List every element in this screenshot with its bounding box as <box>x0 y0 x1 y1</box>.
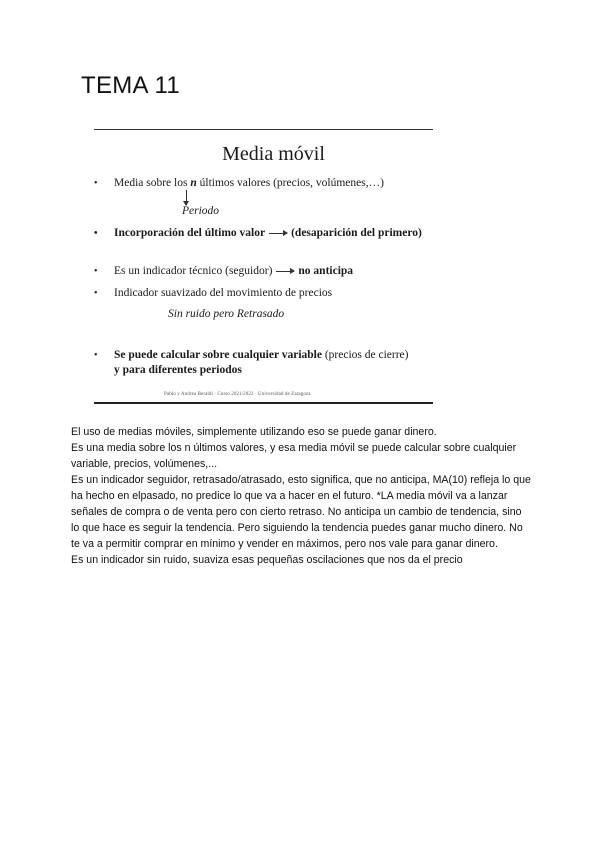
slide-bullet-calcular <box>94 349 408 361</box>
slide-top-rule <box>94 129 433 130</box>
bullet-dot: • <box>94 350 98 361</box>
bullet5-bold: Se puede calcular sobre cualquier variable <box>114 349 322 361</box>
bullet-dot: • <box>94 266 98 277</box>
slide-bullet-incorporacion <box>94 227 422 239</box>
page-title: TEMA 11 <box>81 72 181 99</box>
bullet1-prefix: Media sobre los <box>114 177 191 189</box>
slide-bullet-indicador-tecnico <box>94 265 353 277</box>
bullet3-right: no anticipa <box>298 265 354 277</box>
right-arrow-icon <box>269 233 287 234</box>
bullet1-n: n <box>190 177 197 189</box>
bullet2-left: Incorporación del último valor <box>114 227 266 239</box>
bullet3-left: Es un indicador técnico (seguidor) <box>114 265 273 277</box>
paragraph-1: El uso de medias móviles, simplemente utilizando eso se puede ganar dinero. <box>71 426 437 438</box>
slide-footer: Pablo y Andrea Beraldi · Curso 2021/2022 · Universidad de Zaragoza <box>164 392 311 397</box>
paragraph-4: Es un indicador sin ruido, suaviza esas pequeñas oscilaciones que nos da el precio <box>71 554 463 566</box>
slide-image <box>94 129 434 405</box>
slide-bullet-media <box>94 177 384 189</box>
bullet2-right: (desaparición del primero) <box>291 227 422 239</box>
paragraph-2: Es una media sobre los n últimos valores, y esa media móvil se puede calcular sobre cualquier variable, precios, volúmenes,... <box>71 442 517 470</box>
slide-heading: Media móvil <box>222 143 325 165</box>
bullet5-normal: (precios de cierre) <box>321 349 409 361</box>
slide-bullet-suavizado <box>94 287 332 299</box>
body-text <box>71 424 531 568</box>
bullet4-text: Indicador suavizado del movimiento de precios <box>114 287 333 299</box>
down-arrow-icon <box>186 190 187 205</box>
slide-bottom-rule <box>94 402 433 404</box>
bullet-dot: • <box>94 288 98 299</box>
bullet-dot: • <box>94 228 98 239</box>
periodo-label: Periodo <box>182 205 220 217</box>
paragraph-3: Es un indicador seguidor, retrasado/atrasado, esto significa, que no anticipa, MA(10) refleja lo que ha hecho en elpasado, no predice lo que va a hacer en el futuro. *LA media móvil va a lanzar señales de compra o de venta pero con cierto retraso. No anticipa un cambio de tendencia, sino lo que hace es seguir la tendencia. Pero siguiendo la tendencia puedes ganar mucho dinero. No te va a permitir comprar en mínimo y vender en máximos, pero nos vale para ganar dinero. <box>71 474 531 550</box>
bullet1-suffix: últimos valores (precios, volúmenes,…) <box>196 177 384 189</box>
bullet-dot: • <box>94 178 98 189</box>
bullet5-line2: y para diferentes periodos <box>114 364 242 376</box>
right-arrow-icon <box>276 271 294 272</box>
sin-ruido-note: Sin ruido pero Retrasado <box>168 308 285 320</box>
